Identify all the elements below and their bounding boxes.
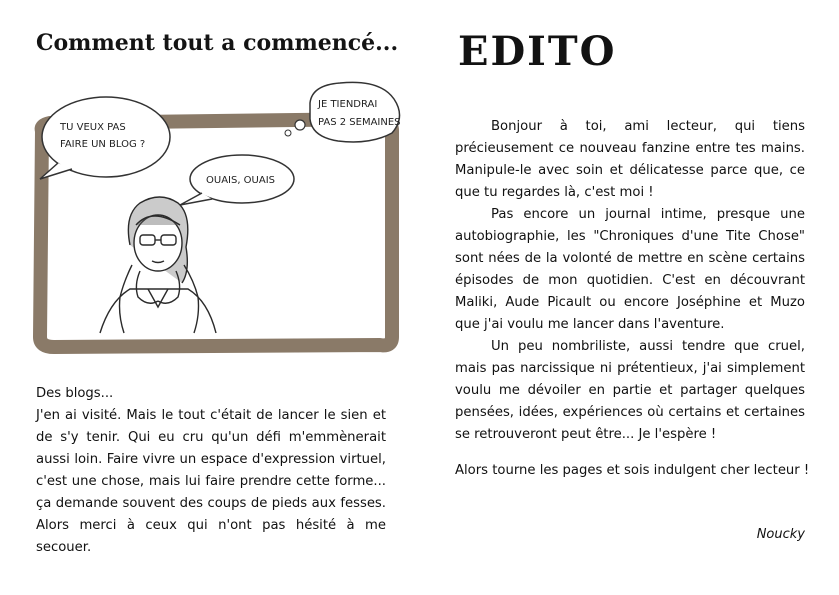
bubble-2-line-1: JE TIENDRAI: [318, 99, 378, 110]
edito-title: EDITO: [458, 28, 617, 75]
left-text-body: J'en ai visité. Mais le tout c'était de lancer le sien et de s'y tenir. Qui eu cru qu'un défi m'emmènerait aussi loin. Faire vivre un espace d'expression virtuel, c'est une chose, mais lui faire prendre cette forme... ça demande souvent des coups de pieds aux fesses. Alors merci à ceux qui n'ont pas hésité à me secouer.: [36, 408, 386, 555]
left-page-text: [36, 383, 386, 559]
left-page-title: Comment tout a commencé...: [36, 30, 399, 56]
speech-bubble-2: [285, 82, 401, 142]
bubble-1-line-1: TU VEUX PAS: [60, 122, 126, 133]
bubble-2-line-2: PAS 2 SEMAINES: [318, 117, 401, 128]
edito-paragraph-3: Un peu nombriliste, aussi tendre que cruel, mais pas narcissique ni prétentieux, j'ai simplement voulu me dévoiler en partie et partager quelques pensées, idées, expériences où certains et certaines se retrouveront peut être... Je l'espère !: [455, 339, 805, 442]
edito-paragraph-2: Pas encore un journal intime, presque une autobiographie, les "Chroniques d'une Tite Chose" sont nées de la volonté de mettre en scène certains épisodes de mon quotidien. C'est en découvrant Maliki, Aude Picault ou encore Joséphine et Muzo que j'ai voulu me lancer dans l'aventure.: [455, 207, 805, 332]
edito-paragraph-1: Bonjour à toi, ami lecteur, qui tiens précieusement ce nouveau fanzine entre tes mains. Manipule-le avec soin et délicatesse parce que, ce que tu regardes là, c'est moi !: [455, 119, 805, 200]
comic-illustration: [20, 75, 405, 360]
signature: Noucky: [756, 527, 805, 542]
left-text-heading: Des blogs...: [36, 386, 114, 401]
bubble-3-line-1: OUAIS, OUAIS: [206, 175, 276, 186]
bubble-1-line-2: FAIRE UN BLOG ?: [60, 139, 146, 150]
edito-closing: Alors tourne les pages et sois indulgent cher lecteur !: [455, 463, 810, 478]
edito-text: [455, 116, 810, 482]
